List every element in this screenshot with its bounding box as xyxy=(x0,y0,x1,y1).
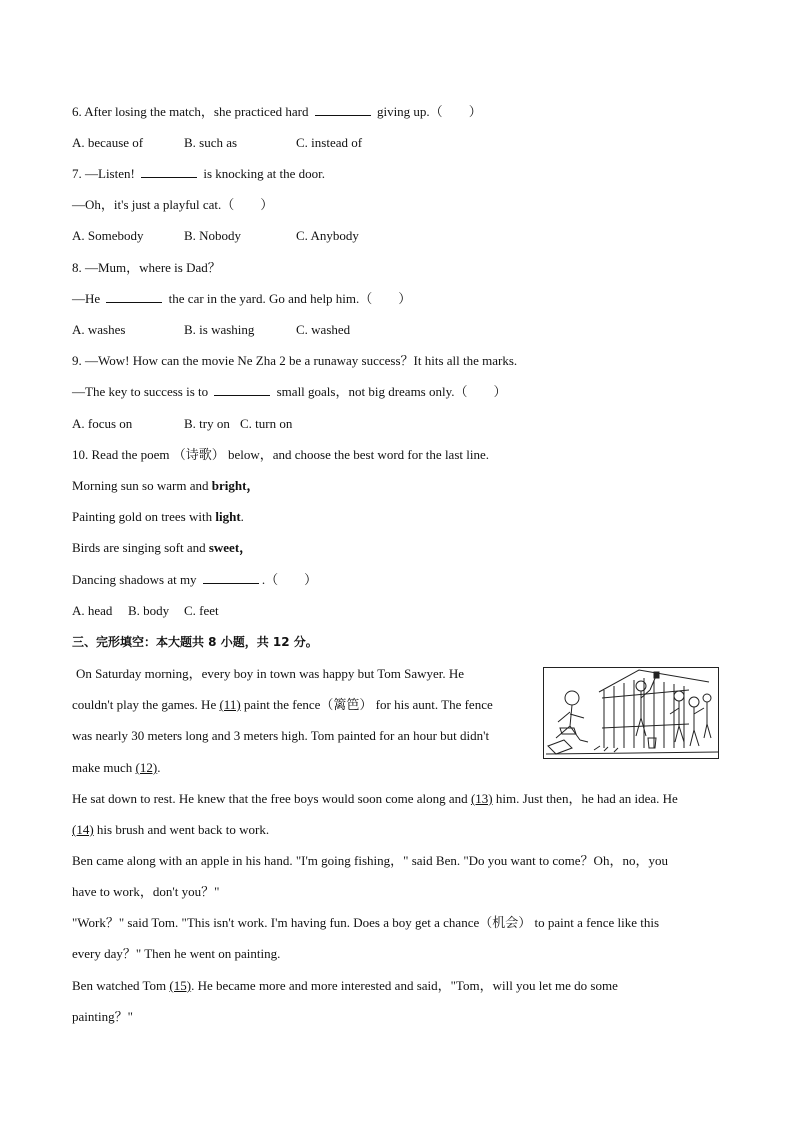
q7-option-a: A. Somebody xyxy=(72,228,144,243)
q10-stem xyxy=(72,447,489,463)
q6-option-b: B. such as xyxy=(184,135,238,150)
q9-blank xyxy=(214,384,270,396)
passage-text: his brush and went back to work. xyxy=(96,822,270,837)
q9-line2 xyxy=(72,384,507,400)
poem-line-1-bold-word: bright xyxy=(211,478,247,493)
q7-stem-text: 7. —Listen! xyxy=(72,166,135,181)
tom-sawyer-fence-illustration xyxy=(543,667,719,759)
q7-stem xyxy=(72,166,325,182)
q8-stem-text: 8. —Mum，where is Dad？ xyxy=(72,260,221,275)
q6-stem-text-2: giving up.（ xyxy=(376,104,443,119)
passage-p4-line1: "Work？" said Tom. "This isn't work. I'm having fun. Does a boy get a chance（机会） to paint a fence like this xyxy=(72,915,660,930)
passage-text: . He became more and more interested and said，"Tom，will you let me do some xyxy=(191,978,618,993)
blank-15: (15) xyxy=(169,978,192,993)
section-3-heading: 三、完形填空：本大题共 8 小题，共 12 分。 xyxy=(72,635,318,649)
q10-blank xyxy=(203,572,259,584)
q9-paren-close: ） xyxy=(493,384,507,399)
q10-option-c: C. feet xyxy=(184,603,219,618)
passage-text: couldn't play the games. He xyxy=(72,697,217,712)
q9-stem-text: 9. —Wow! How can the movie Ne Zha 2 be a runaway success？It hits all the marks. xyxy=(72,353,518,368)
q8-line2 xyxy=(72,291,411,307)
q9-options xyxy=(72,416,292,432)
q10-option-b: B. body xyxy=(128,603,170,618)
q7-options xyxy=(72,228,359,244)
illustration-svg xyxy=(544,668,719,759)
poem-line-2 xyxy=(72,509,244,525)
q7-line2-text: —Oh，it's just a playful cat.（ xyxy=(72,197,235,212)
q9-option-c: C. turn on xyxy=(240,416,293,431)
q8-stem xyxy=(72,260,221,276)
q9-line2-text-2: small goals，not big dreams only.（ xyxy=(276,384,468,399)
passage-p1-line1: On Saturday morning，every boy in town was happy but Tom Sawyer. He xyxy=(76,666,465,681)
passage-text: Ben watched Tom xyxy=(72,978,167,993)
q7-option-c: C. Anybody xyxy=(296,228,359,243)
poem-line-1 xyxy=(72,478,259,494)
q8-options xyxy=(72,322,350,338)
q8-blank xyxy=(106,291,162,303)
blank-11: (11) xyxy=(219,697,241,712)
passage-p2-line1 xyxy=(72,791,678,807)
q9-stem xyxy=(72,353,517,369)
poem-line-3-text: Birds are singing soft and xyxy=(72,540,209,555)
q7-stem-text-2: is knocking at the door. xyxy=(203,166,326,181)
q7-blank xyxy=(141,166,197,178)
q7-paren-close: ） xyxy=(260,197,274,212)
q7-line2 xyxy=(72,197,273,213)
passage-p1-line3: was nearly 30 meters long and 3 meters high. Tom painted for an hour but didn't xyxy=(72,728,490,743)
passage-text: paint the fence（篱笆） for his aunt. The fence xyxy=(243,697,493,712)
q9-line2-text: —The key to success is to xyxy=(72,384,209,399)
q6-options xyxy=(72,135,362,151)
q8-line2-text: —He xyxy=(72,291,101,306)
q6-stem xyxy=(72,104,482,120)
q7-option-b: B. Nobody xyxy=(184,228,242,243)
q8-option-b: B. is washing xyxy=(184,322,255,337)
q6-option-a: A. because of xyxy=(72,135,144,150)
passage-p5-line1 xyxy=(72,978,618,994)
passage-text: him. Just then，he had an idea. He xyxy=(495,791,678,806)
q10-options xyxy=(72,603,219,619)
q9-option-a: A. focus on xyxy=(72,416,133,431)
poem-line-1-punct: ， xyxy=(246,478,260,493)
q8-option-c: C. washed xyxy=(296,322,351,337)
poem-line-2-bold-word: light xyxy=(215,509,241,524)
blank-13: (13) xyxy=(470,791,493,806)
q6-paren-close: ） xyxy=(468,104,482,119)
poem-line-3-bold-word: sweet xyxy=(208,540,240,555)
passage-p2-line2 xyxy=(72,822,269,838)
poem-line-4-text: Dancing shadows at my xyxy=(72,572,197,587)
q8-option-a: A. washes xyxy=(72,322,126,337)
q6-stem-text: 6. After losing the match，she practiced hard xyxy=(72,104,309,119)
q8-paren-close: ） xyxy=(398,291,412,306)
poem-line-2-text: Painting gold on trees with xyxy=(72,509,216,524)
q6-option-c: C. instead of xyxy=(296,135,363,150)
passage-p5-line2: painting？" xyxy=(72,1009,133,1024)
passage-p3-line2: have to work，don't you？" xyxy=(72,884,220,899)
passage-p1-line2 xyxy=(72,697,493,713)
q10-stem-text: 10. Read the poem （诗歌） below，and choose the best word for the last line. xyxy=(72,447,489,462)
blank-12: (12) xyxy=(135,760,158,775)
q10-paren-close: ） xyxy=(304,572,318,587)
poem-line-4-text-2: .（ xyxy=(261,572,279,587)
blank-14: (14) xyxy=(72,822,94,837)
q10-option-a: A. head xyxy=(72,603,113,618)
passage-text: make much xyxy=(72,760,133,775)
q8-line2-text-2: the car in the yard. Go and help him.（ xyxy=(168,291,373,306)
passage-text: He sat down to rest. He knew that the free boys would soon come along and xyxy=(72,791,468,806)
poem-line-3 xyxy=(72,540,252,556)
q6-blank xyxy=(315,104,371,116)
q9-option-b: B. try on xyxy=(184,416,230,431)
passage-text: . xyxy=(157,760,161,775)
passage-p1-line4 xyxy=(72,760,160,776)
passage-p4-line2: every day？" Then he went on painting. xyxy=(72,946,281,961)
poem-line-3-punct: ， xyxy=(239,540,253,555)
poem-line-1-text: Morning sun so warm and xyxy=(72,478,212,493)
poem-line-2-punct: . xyxy=(240,509,244,524)
passage-p3-line1: Ben came along with an apple in his hand. "I'm going fishing，" said Ben. "Do you want to come？Oh，no，you xyxy=(72,853,668,868)
poem-line-4 xyxy=(72,572,317,588)
